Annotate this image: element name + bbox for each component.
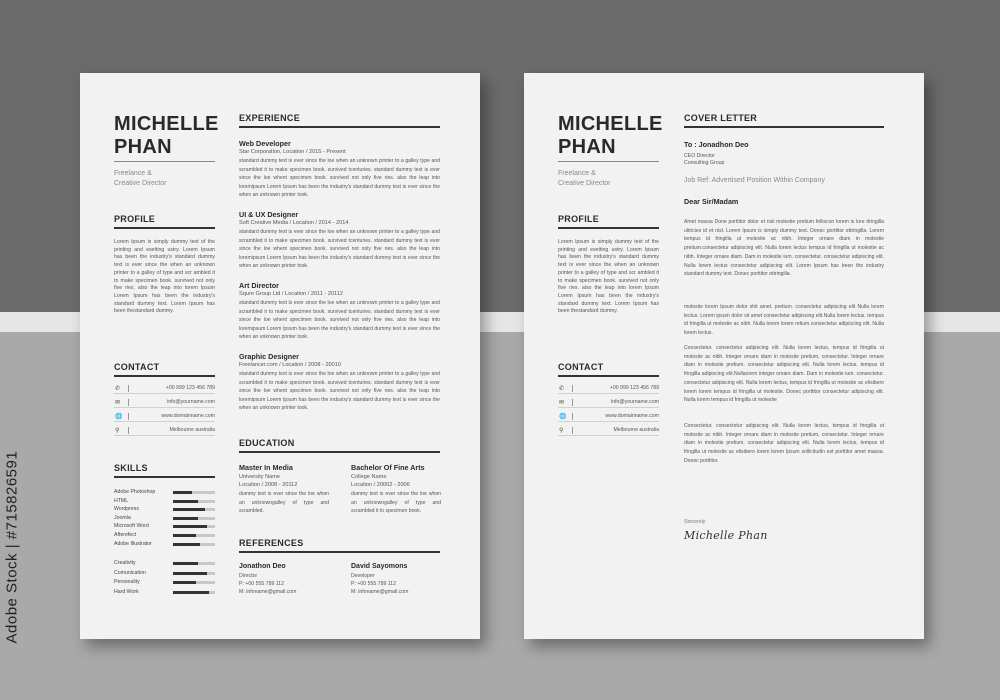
cover-name-first: MICHELLE bbox=[558, 113, 663, 135]
skill-bar-fill bbox=[173, 543, 200, 546]
salutation: Dear Sir/Madam bbox=[684, 197, 739, 206]
signature: Michelle Phan bbox=[684, 529, 768, 542]
skill-bar-fill bbox=[173, 500, 198, 503]
job-description: standard dummy text is ever since the loe when an unknown printer to a galley type and scrambled it to make specimen book. survived tcenturies. standard dummy text is ever since the loe whent specimen book. survived not only five ries. also the leap into loremipsum Lorem Ipsum has been the industry's standard dummy text is ever since the when an unknown printer took. bbox=[239, 158, 440, 199]
resume-role bbox=[114, 169, 214, 189]
job-reference: Job Ref: Advertised Position Within Company bbox=[684, 177, 825, 184]
school-name: University Name bbox=[239, 474, 281, 480]
skill-bar-fill bbox=[173, 491, 192, 494]
contact-separator bbox=[128, 399, 129, 406]
job-description: standard dummy text is ever since the loe when an unknown printer to a galley type and scrambled it to make specimen book. survived tcenturies. standard dummy text is ever since the loe whent specimen book. survived not only five ries. also the leap into loremipsum Lorem Ipsum has been the industry's standard dummy text is ever since the when an unknown printer took. bbox=[239, 371, 440, 412]
letter-paragraph: Amet massa Done porttitor dolor et nisl molestie pretium felliscon lorem is lore ttringilla ultricies id et nisl. Lorem Ipsum is simply dummy text. Donec porttitor ettringilla. Lorem tempus id fringilla ut molestie ac nibh. Integer ornare diam in molestie pretium.consectetur adipiscing elit. Nulla lorem lectus tempus id fringilla ut molestie ac nibh. Integer ornare diam. Dam in molestie ium. consectetur. consectetur adipiscing elit. Nulla lorem lectus consectetur adipiscing elit. Lorem Ipsum has been the industry standard dummy text. Donec porttitor ettringilla. bbox=[684, 219, 884, 278]
cover-letter-divider bbox=[684, 126, 884, 128]
cover-role-line-2: Creative Director bbox=[558, 180, 611, 187]
contact-row bbox=[114, 424, 215, 436]
phone-icon: ✆ bbox=[559, 386, 565, 392]
email-icon: ✉ bbox=[559, 400, 565, 406]
skill-label: HTML bbox=[114, 497, 129, 504]
cover-name bbox=[558, 113, 663, 159]
skill-label: Personality bbox=[114, 579, 140, 585]
contact-separator bbox=[128, 427, 129, 434]
references-divider bbox=[239, 551, 440, 553]
cover-profile-heading: PROFILE bbox=[558, 214, 600, 224]
skill-label: Adobe Photoshop bbox=[114, 489, 156, 495]
recipient-company: Consulting Group bbox=[684, 160, 725, 166]
skill-bar bbox=[173, 500, 215, 503]
school-name: College Name bbox=[351, 474, 387, 480]
experience-divider bbox=[239, 126, 440, 128]
skill-bar-fill bbox=[173, 581, 196, 584]
reference-name: David Sayomons bbox=[351, 563, 408, 570]
degree-title: Master In Media bbox=[239, 463, 293, 472]
job-company: Freelancer.com / Location / 2008 - 20010 bbox=[239, 362, 341, 368]
education-description: dummy text is ever since the loe when an unknowngalley of type and scrambled. bbox=[239, 491, 329, 515]
job-title: Web Developer bbox=[239, 139, 291, 148]
contact-heading: CONTACT bbox=[114, 362, 160, 372]
skill-bar bbox=[173, 543, 215, 546]
reference-name: Jonathon Deo bbox=[239, 563, 286, 570]
contact-row bbox=[558, 396, 659, 408]
education-heading: EDUCATION bbox=[239, 438, 295, 448]
contact-separator bbox=[572, 385, 573, 392]
job-company: Soft Creative Media / Location / 2014 - 2014 bbox=[239, 220, 349, 226]
reference-email: M: infoname@gmail.com bbox=[239, 589, 297, 595]
phone-icon: ✆ bbox=[115, 386, 121, 392]
skill-label: Joomla bbox=[114, 514, 131, 521]
cover-role bbox=[558, 169, 658, 189]
reference-phone: P: +00 555 789 112 bbox=[351, 581, 397, 587]
skill-bar-fill bbox=[173, 525, 207, 528]
contact-text: www.domainname.com bbox=[161, 413, 215, 419]
job-description: standard dummy text is ever since the loe when an unknown printer to a galley type and scrambled it to make specimen book. survived tcenturies. standard dummy text is ever since the loe whent specimen book. survived not only five ries. also the leap into loremipsum Lorem Ipsum has been the industry's standard dummy text is ever since the when an unknown printer took. bbox=[239, 229, 440, 270]
skill-bar bbox=[173, 581, 215, 584]
cover-name-last: PHAN bbox=[558, 136, 616, 158]
skill-bar-fill bbox=[173, 534, 196, 537]
contact-divider bbox=[114, 375, 215, 377]
job-company: Star Corporation, Location / 2015 - Present bbox=[239, 149, 346, 155]
reference-role: Developer bbox=[351, 573, 375, 579]
skill-label: Adobe Illustrator bbox=[114, 540, 152, 547]
cover-letter-page bbox=[524, 73, 924, 639]
skill-bar bbox=[173, 591, 215, 594]
contact-row bbox=[558, 382, 659, 394]
education-description: dummy text is ever since the loe when an unknowngalley of type and scrambled it to specimen book. bbox=[351, 491, 441, 515]
letter-paragraph: molestie lorem Ipsum dolor shit amet. pretium. consectetur adipiscing elit Nulla lorem lectus. Lorem ipsum dolor sit amet consectetur adipiscing elit.Nulla lorem lectus. tempus id fringilla ut molestie ac nibh. Nulla lorem lorem retium.consectetur adipiscing elit. Nulla lorem lectus. bbox=[684, 304, 884, 337]
skills-heading: SKILLS bbox=[114, 463, 148, 473]
skills-divider bbox=[114, 476, 215, 478]
job-description: standard dummy text is ever since the loe when an unknown printer to a galley type and scrambled it to make specimen book. survived tcenturies. standard dummy text is ever since the loe whent specimen book. survived not only five ries. also the leap into loremipsum Lorem Ipsum has been the industry's standard dummy text is ever since the when an unknown printer took. bbox=[239, 300, 440, 341]
contact-separator bbox=[128, 385, 129, 392]
skill-bar bbox=[173, 508, 215, 511]
education-divider bbox=[239, 451, 440, 453]
job-company: Squre Group Ltd / Location / 2011 - 20112 bbox=[239, 291, 343, 297]
resume-name-first: MICHELLE bbox=[114, 113, 219, 135]
contact-text: +00 999 123 456 789 bbox=[609, 385, 659, 391]
location-icon: ⚲ bbox=[115, 428, 120, 434]
cover-role-line-1: Freelance & bbox=[558, 170, 596, 177]
letter-paragraph: Consectetur. consectetur adipiscing elit. Nulla lorem lectus, tempus id fringilla ut molestie ac nibh. Integer ornare diam in molestie pretium, consectetur. Integer ornare diam in molestie pretium. consectetur adipiscing elit. Nulla lorem lectus, tempus id fringilla ut molestie ac elisibero lorem lorem Ipsum sollicitudin est porttitor amet massa. Donec porttitor. bbox=[684, 423, 884, 464]
contact-text: info@yourname.com bbox=[167, 399, 215, 405]
email-icon: ✉ bbox=[115, 400, 121, 406]
contact-separator bbox=[572, 413, 573, 420]
contact-text: Melbourne australia bbox=[169, 427, 215, 433]
cover-name-divider bbox=[558, 161, 659, 162]
contact-separator bbox=[572, 427, 573, 434]
skill-bar bbox=[173, 562, 215, 565]
profile-divider bbox=[114, 227, 215, 229]
recipient-role: CEO Director bbox=[684, 153, 715, 159]
degree-title: Bachelor Of Fine Arts bbox=[351, 463, 425, 472]
reference-role: Director bbox=[239, 573, 258, 579]
profile-text: Lorem Ipsum is simply dummy text of the printing and esetting ustry. Lorem Ipsum has been the industry's standard dummy text is ever since the when an unknown printer to a galley of type and scr ambled it to make specimen book. survived not only five ries. also the leap into lorem Ipsum Lorem Ipsum has been the industry's standard dummy text. Lorem Ipsum has been thestandard dummy. bbox=[114, 239, 215, 315]
location-icon: ⚲ bbox=[559, 428, 564, 434]
contact-text: info@yourname.com bbox=[611, 399, 659, 405]
contact-separator bbox=[572, 399, 573, 406]
experience-heading: EXPERIENCE bbox=[239, 113, 301, 123]
resume-name-last: PHAN bbox=[114, 136, 172, 158]
globe-icon: 🌐 bbox=[115, 414, 123, 420]
contact-row bbox=[114, 396, 215, 408]
stock-id-text: Adobe Stock | #715826591 bbox=[3, 450, 21, 644]
cover-profile-divider bbox=[558, 227, 659, 229]
skill-bar-fill bbox=[173, 508, 205, 511]
skill-bar-fill bbox=[173, 591, 209, 594]
cover-contact-heading: CONTACT bbox=[558, 362, 604, 372]
education-dates: Location / 2008 - 20112 bbox=[239, 482, 298, 488]
recipient-name: To : Jonadhon Deo bbox=[684, 140, 749, 149]
contact-row bbox=[114, 410, 215, 422]
skill-bar bbox=[173, 525, 215, 528]
reference-email: M: infoname@gmail.com bbox=[351, 589, 409, 595]
globe-icon: 🌐 bbox=[559, 414, 567, 420]
resume-name bbox=[114, 113, 219, 159]
resume-page bbox=[80, 73, 480, 639]
skill-label: Wordpress bbox=[114, 506, 139, 513]
role-line-2: Creative Director bbox=[114, 180, 167, 187]
contact-row bbox=[558, 424, 659, 436]
letter-paragraph: Consectetur. consectetur adipiscing elit. Nulla lorem lectus, tempus id fringilla ut molestie ac nibh. Integer ornare diam in molestie pretium, consectetur. Integer ornare diam in molestie pretium. consectetur adipiscing elit. Nulla lorem lectus. tempus id fringilla adipiscing elit.Nullaorem integer ornare diam. Dam in molestie ium. consectetur. consectetur adipiscing elit. Nulla lorem lectus, tempus id fringilla ut molestie ac elisibero lorem lorem tempus id fringilla ut molestie. Donec porttitor consectetur adipiscing elit. Nulla lorem tempus id fringilla ut molestie bbox=[684, 345, 884, 404]
profile-heading: PROFILE bbox=[114, 214, 156, 224]
contact-row bbox=[114, 382, 215, 394]
contact-text: Melbourne australia bbox=[613, 427, 659, 433]
cover-letter-heading: COVER LETTER bbox=[684, 113, 758, 123]
cover-profile-text: Lorem Ipsum is simply dummy text of the printing and esetting ustry. Lorem Ipsum has been the industry's standard dummy text is ever since the when an unknown printer to a galley of type and scr ambled it to make specimen book. survived not only five ries. also the leap into lorem Ipsum Lorem Ipsum has been the industry's standard dummy text. Lorem Ipsum has been thestandard dummy. bbox=[558, 239, 659, 315]
cover-contact-divider bbox=[558, 375, 659, 377]
skill-bar-fill bbox=[173, 562, 198, 565]
contact-text: +00 999 123 456 789 bbox=[165, 385, 215, 391]
skill-bar bbox=[173, 534, 215, 537]
role-line-1: Freelance & bbox=[114, 170, 152, 177]
skill-label: Creativity bbox=[114, 560, 136, 566]
references-heading: REFERENCES bbox=[239, 538, 304, 548]
skill-label: Microsoft Word bbox=[114, 523, 149, 530]
skill-bar bbox=[173, 491, 215, 494]
skill-label: Comunication bbox=[114, 569, 146, 576]
skill-bar bbox=[173, 517, 215, 520]
job-title: UI & UX Designer bbox=[239, 210, 299, 219]
job-title: Graphic Designer bbox=[239, 352, 299, 361]
skill-label: Afterefect bbox=[114, 532, 137, 538]
skill-bar-fill bbox=[173, 517, 198, 520]
contact-row bbox=[558, 410, 659, 422]
job-title: Art Director bbox=[239, 281, 279, 290]
skill-label: Hard Work bbox=[114, 588, 139, 595]
name-divider bbox=[114, 161, 215, 162]
contact-separator bbox=[128, 413, 129, 420]
skill-bar-fill bbox=[173, 572, 207, 575]
sincerely-text: Sincerely bbox=[684, 519, 706, 525]
education-dates: Location / 20002 - 2006 bbox=[351, 482, 410, 488]
contact-text: www.domainname.com bbox=[605, 413, 659, 419]
reference-phone: P: +00 555 789 112 bbox=[239, 581, 285, 587]
skill-bar bbox=[173, 572, 215, 575]
